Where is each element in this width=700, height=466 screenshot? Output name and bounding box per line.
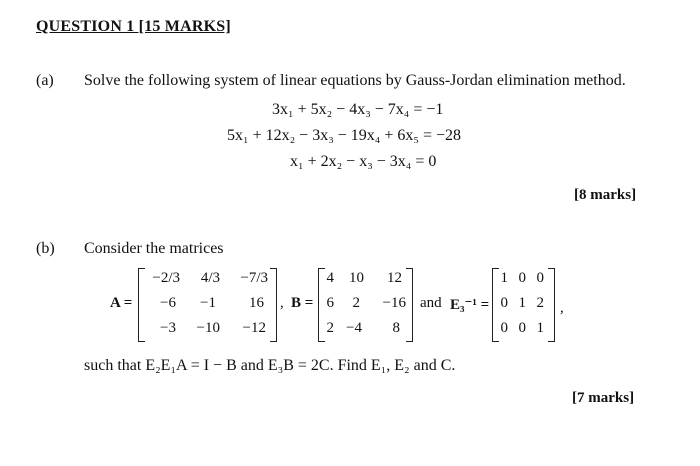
equation-3: x₁ + 2x₂ − x₃ − 3x₄ = 0 — [290, 153, 437, 170]
matrix-a-cell: −3 — [160, 320, 176, 336]
matrix-b-cell: −16 — [382, 295, 406, 311]
part-b-marks: [7 marks] — [572, 390, 635, 406]
part-a-marks: [8 marks] — [574, 187, 637, 203]
matrix-e3-inverse-cell: 0 — [518, 270, 526, 286]
matrix-b-cell: 2 — [326, 320, 334, 336]
separator-comma: , — [280, 295, 284, 311]
matrix-e3-inverse-cell: 0 — [518, 320, 526, 336]
part-a-prompt: Solve the following system of linear equations by Gauss-Jordan elimination method. — [84, 72, 626, 89]
matrix-e3-inverse-cell: 0 — [500, 295, 508, 311]
matrix-b-cell: 4 — [326, 270, 334, 286]
part-b-prompt: Consider the matrices — [84, 240, 224, 257]
matrix-b-cell: 6 — [326, 295, 334, 311]
matrix-e3-inverse-cell: 1 — [500, 270, 508, 286]
matrix-e3-inverse-cell: 0 — [500, 320, 508, 336]
matrix-a-name: A = — [110, 295, 133, 311]
part-a-label: (a) — [36, 72, 54, 89]
matrix-b-name: B = — [291, 295, 314, 311]
matrix-a-cell: −7/3 — [240, 270, 268, 286]
matrix-b-right-bracket — [406, 268, 413, 342]
part-b-label: (b) — [36, 240, 55, 257]
matrix-b-cell: 10 — [349, 270, 364, 286]
question-title: QUESTION 1 [15 MARKS] — [36, 18, 231, 35]
matrix-a-cell: 4/3 — [200, 270, 220, 286]
matrix-e3-inverse-name: E₃⁻¹ = — [450, 297, 490, 313]
matrix-b-cell: 12 — [387, 270, 402, 286]
matrix-a-right-bracket — [270, 268, 277, 342]
matrix-e3-inverse-cell: 1 — [536, 320, 544, 336]
equation-2: 5x₁ + 12x₂ − 3x₃ − 19x₄ + 6x₅ = −28 — [227, 127, 462, 144]
matrix-a-cell: −2/3 — [152, 270, 180, 286]
matrix-a-cell: −12 — [242, 320, 266, 336]
matrix-a-cell: −1 — [200, 295, 216, 311]
part-b-condition: such that E₂E₁A = I − B and E₃B = 2C. Find E₁, E₂ and C. — [84, 357, 456, 374]
matrix-b-cell: −4 — [346, 320, 362, 336]
matrix-e3-inverse-cell: 0 — [536, 270, 544, 286]
matrix-e3-inverse-cell: 2 — [536, 295, 544, 311]
matrix-a-cell: −6 — [160, 295, 176, 311]
matrix-a-cell: 16 — [249, 295, 264, 311]
connector-and: and — [420, 295, 442, 311]
matrix-b-cell: 2 — [352, 295, 360, 311]
matrix-e3-inverse-right-bracket — [548, 268, 555, 342]
matrix-b-cell: 8 — [392, 320, 400, 336]
separator-comma-2: , — [560, 300, 564, 316]
equation-1: 3x₁ + 5x₂ − 4x₃ − 7x₄ = −1 — [272, 101, 444, 118]
matrix-a-cell: −10 — [196, 320, 220, 336]
matrix-e3-inverse-cell: 1 — [518, 295, 526, 311]
